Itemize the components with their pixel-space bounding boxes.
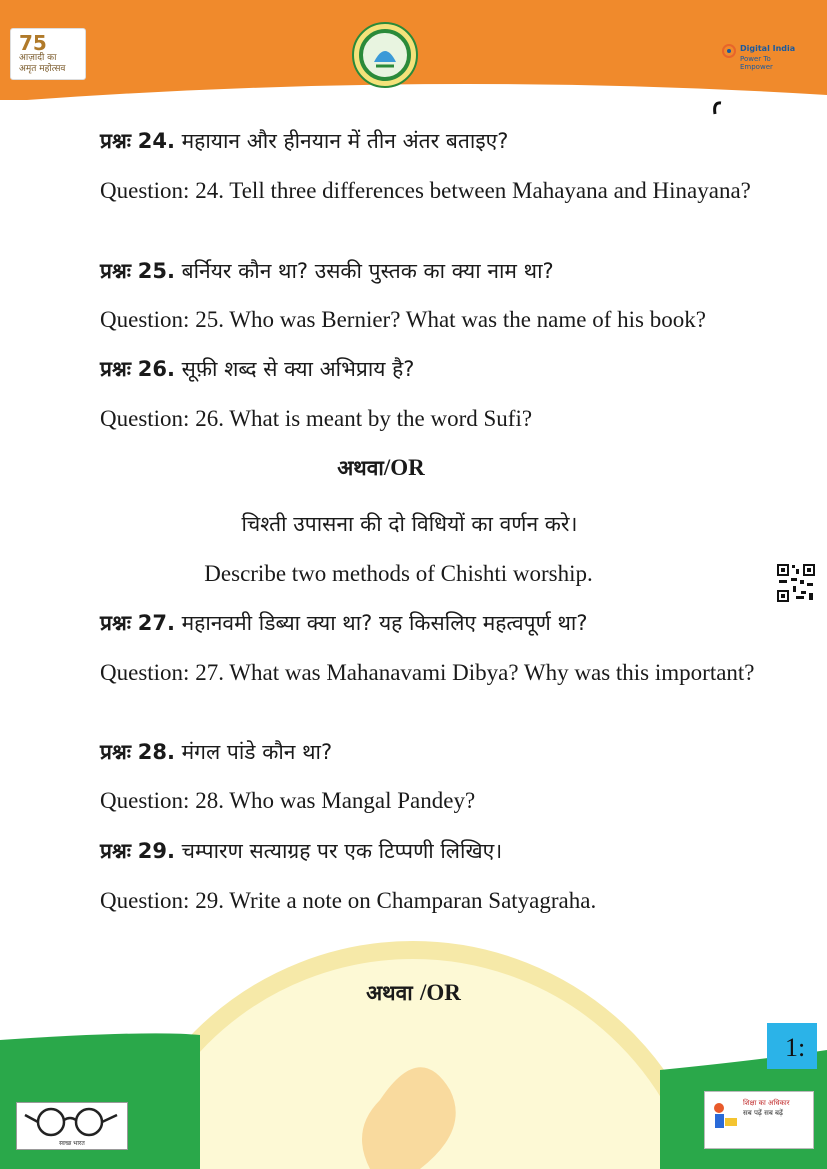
question-prefix: प्रश्नः	[100, 357, 132, 381]
question-prefix: प्रश्नः	[100, 129, 132, 153]
question-27-hindi	[100, 608, 764, 638]
digital-india-tagline: Power To Empower	[740, 55, 773, 71]
question-text-hindi: सूफ़ी शब्द से क्या अभिप्राय है?	[181, 357, 415, 381]
or-divider-2	[0, 978, 827, 1008]
question-number: 29.	[137, 839, 175, 863]
question-26-english: Question: 26. What is meant by the word Sufi?	[100, 406, 533, 431]
page-number: 1:	[785, 1033, 806, 1062]
or-label-english: /OR	[420, 980, 461, 1005]
question-24-english: Question: 24. Tell three differences between Mahayana and Hinayana?	[100, 178, 751, 203]
right-to-education-logo	[704, 1091, 814, 1149]
question-prefix: प्रश्नः	[100, 611, 132, 635]
digital-india-icon	[722, 44, 736, 58]
digital-india-logo	[722, 40, 802, 70]
question-number: 25.	[137, 259, 175, 283]
or-label-hindi: अथवा	[366, 981, 420, 1005]
rte-line1: शिक्षा का अधिकार	[743, 1099, 790, 1107]
question-number: 26.	[137, 357, 175, 381]
qr-code-icon	[776, 563, 816, 603]
board-emblem-icon	[352, 22, 418, 88]
or-question-english: Describe two methods of Chishti worship.	[204, 561, 593, 586]
question-text-hindi: महायान और हीनयान में तीन अंतर बताइए?	[181, 129, 509, 153]
question-number: 27.	[137, 611, 175, 635]
or-label-hindi: अथवा	[337, 456, 384, 480]
or-label-english: /OR	[383, 455, 425, 480]
logo-line2: अमृत महोत्सव	[19, 64, 66, 74]
question-27-english: Question: 27. What was Mahanavami Dibya? Why was this important?	[100, 660, 755, 685]
children-reading-icon	[709, 1100, 739, 1140]
swachh-bharat-logo	[16, 1102, 128, 1150]
question-text-hindi: चम्पारण सत्याग्रह पर एक टिप्पणी लिखिए।	[181, 839, 503, 863]
question-29-hindi	[100, 836, 764, 866]
question-text-hindi: मंगल पांडे कौन था?	[181, 740, 333, 764]
question-29-english: Question: 29. Write a note on Champaran Satyagraha.	[100, 888, 597, 913]
question-25-english: Question: 25. Who was Bernier? What was the name of his book?	[100, 307, 706, 332]
digital-india-brand: Digital India	[740, 44, 796, 53]
question-number: 24.	[137, 129, 175, 153]
logo-line1: आज़ादी का	[19, 53, 57, 63]
question-text-hindi: महानवमी डिब्या क्या था? यह किसलिए महत्वपूर्ण था?	[181, 611, 588, 635]
pen-mark-icon	[710, 100, 724, 116]
question-prefix: प्रश्नः	[100, 740, 132, 764]
page-number-badge	[767, 1023, 817, 1069]
question-text-hindi: बर्नियर कौन था? उसकी पुस्तक का क्या नाम था?	[181, 259, 554, 283]
logo-number: 75	[19, 31, 47, 55]
question-24-hindi	[100, 126, 764, 156]
question-prefix: प्रश्नः	[100, 839, 132, 863]
question-number: 28.	[137, 740, 175, 764]
question-26-hindi	[100, 354, 764, 384]
question-28-hindi	[100, 737, 764, 767]
or-question-hindi: चिश्ती उपासना की दो विधियों का वर्णन करे।	[241, 512, 578, 536]
spectacles-icon	[17, 1105, 127, 1139]
question-25-hindi	[100, 256, 764, 286]
swachh-bharat-text: स्वच्छ भारत	[59, 1140, 85, 1147]
azadi-amrit-mahotsav-logo	[10, 28, 86, 80]
question-28-english: Question: 28. Who was Mangal Pandey?	[100, 788, 476, 813]
rte-line2: सब पढ़ें सब बढ़ें	[743, 1109, 783, 1117]
or-divider	[0, 453, 827, 483]
question-prefix: प्रश्नः	[100, 259, 132, 283]
